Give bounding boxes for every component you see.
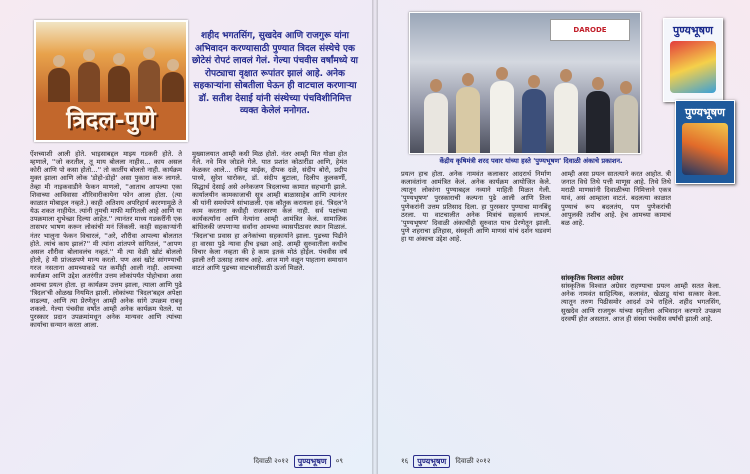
right-footer (401, 455, 490, 468)
book-gutter (372, 0, 378, 474)
tridal-photo (34, 20, 188, 142)
footer-logo-right: पुण्यभूषण (413, 455, 450, 468)
section-subheading: सांस्कृतिक विश्वात अग्रेसर (561, 274, 624, 282)
right-page-number: १६ (401, 457, 409, 465)
left-issue-label: दिवाळी २०१२ (253, 457, 289, 465)
stage-banner: DARODE (550, 19, 630, 41)
right-column-1: प्रयत्न हाच होता. अनेक नामवंत कलाकार आदरार्थ निर्माण कलावंतांना आमंत्रित केलं. अनेक कार्यक्रम आयोजित केले. त्यातून लोकांना पुण्याबद्दल नव्याने माहिती मिळत गेली. 'पुण्यभूषण' पुरस्काराची कल्पना पुढे आली आणि तिला पुणेकरांनी उत्तम प्रतिसाद दिला. हा पुरस्कार पुण्याचा मानबिंदू ठरला. या वाटचालीत अनेक मित्रांचं सहकार्य लाभलं. 'पुण्यभूषण' दिवाळी अंकाचीही सुरुवात याच प्रेरणेतून झाली. पुणे शहराचा इतिहास, संस्कृती आणि माणसं यांचं दर्शन घडवणं हा या अंकाचा उद्देश आहे. (401, 170, 551, 244)
right-page (375, 0, 750, 474)
left-column-1: ऐंशच्याशी आली होते. भाइसाबद्दल माझ्य गडकरी होते. ते म्हणाले, ''जो करतील, तू माय बोलला नाहीस... काय असल कोरी आणि पो कसा होतो...'' तो कार्तीय बोलतो नाही. कार्यक्रम मुक्त झाला आणि लोक 'डोहो-डोहो' असा पुकारा करू लागले. तेव्हा मी नाइकवाडीने फेकन माणलो, ''आताच आपल्या एका शिवाच्या आविवासा शौरिवारीकायेना फोन आला होता. (त्या काळात मोबाइल नव्हते.) काही अतिशय अपरिहार्य कारणामुळे ते येऊ शकत नाहीयेत. त्यांनी तुमची माफी मागितली आहे आणि या उपक्रमाला शुभेच्छा दिल्या आहेत.'' त्यानंतर माध्य गडकरींनी एक तासभर भाषण करून लोकांची मनं जिंकली. काही सहकाऱ्यांनी नंतर भालुना फेकन विचारलं, ''अरे, शौरीवा आपल्या बोलतात होते. त्यांचं काय झालं?'' मी त्यांना शांतपणे सांगितलं, ''आपण असल शौरीवा बोलावलंच नव्हतं.'' मी त्या वेळी खोटं बोललो होतो, हे मी प्रांजळपणे मान्य करतो. पण असं खोटं सांगण्याची गरज नसताना आमच्याकडे पत कमीही आली नाही. आमच्या कार्यक्रम आणि उद्देश अतरंगीत उत्तम लोकांपर्यंत पोहोचावा असा आमचा प्रयत्न होता. हा कार्यक्रम उत्तम झाला, त्याला आणि पुढे 'त्रिदल'ची ओळख नियमित झाली. लोकांच्या 'त्रिदल'बद्दल अपेक्षा वाढल्या, आणि त्या प्रेरणेतून आम्ही अनेक सांगे उपक्रम राबवू शकलो. गेल्या पंचवीस वर्षांत आम्ही अनेक कार्यक्रम घेतले. या पुरस्कार प्रदान उपक्रमांमधून अनेक मान्यवर आणि त्यांच्या कार्याचा सन्मान करता आला. (30, 150, 182, 330)
left-column-2: मुख्यालयात आम्ही कधी मिळ होतो. नंतर आम्ही मित गोळा होत गेले. नवे मित्र जोडले गेले. यात प्रशांत कोठारींडा आणि, हेमंत केळकर आले... रविन्द्र माईक, दीपक दळे, संदीप बोरो, प्रदीप पाध्ये, सुरेश घारोकर, डॉ. संदीप बुटाला, दिलीप कुलकर्णी, सिद्धार्थ देसाई असे अनेकजण त्रिदलाच्या कामात सहभागी झाले. कार्यालयीन कामकाजाची सूत्र आम्ही बाळासाहेब आणि त्यानंतर श्री यांनी समर्थपणे सांभाळली. एक कौतुक करायला हवं. 'त्रिदल'ने काम करताना कधीही राजकारण केलं नाही. सर्व पक्षांच्या कार्यकर्त्यांना आणि नेत्यांना आम्ही आमंत्रित केलं. सामाजिक बांधिलकी जपणाऱ्या सर्वांना आमच्या व्यासपीठावर स्थान मिळालं. 'त्रिदल'चा प्रवास हा अनेकांच्या सहकार्याने झाला. पुढच्या पिढीने हा वारसा पुढे न्यावा हीच इच्छा आहे. आम्ही सुरुवातीला कधीच विचार केला नव्हता की हे काम इतकं मोठं होईल. पंचवीस वर्षं झाली तरी उत्साह तसाच आहे. आज मागे वळून पाहताना समाधान वाटतं आणि पुढच्या वाटचालीसाठी ऊर्जा मिळते. (192, 150, 347, 273)
footer-logo: पुण्यभूषण (294, 455, 331, 468)
article-intro: शहीद भगतसिंग, सुखदेव आणि राजगुरू यांना अभिवादन करण्यासाठी पुण्यात त्रिदल संस्थेचे एक छोटेसं रोपटं लावलं गेलं. गेल्या पंचवीस वर्षांमध्ये या रोपट्याचा वृक्षात रूपांतर झालं आहे. अनेक सहकाऱ्यांना सोबतीला घेऊन ही वाटचाल करणाऱ्या डॉ. सतीश देसाई यांनी संस्थेच्या पंचविशीनिमित्त व्यक्त केलेलं मनोगत. (191, 31, 359, 116)
left-page-number: ०९ (335, 457, 343, 465)
photo-portraits (36, 22, 186, 102)
magazine-title-1: पुण्यभूषण (673, 24, 713, 37)
photo-title: त्रिदल-पुणे (66, 105, 156, 134)
photo-caption: केंद्रीय कृषिमंत्री शरद पवार यांच्या हस्ते 'पुण्यभूषण' दिवाळी अंकाचे प्रकाशन. (439, 157, 623, 165)
magazine-cover-2 (675, 100, 735, 184)
right-column-3-text: सांस्कृतिक विश्वात अग्रेसर राहण्याचा प्रयत्न आम्ही सतत केला. अनेक नामवंत साहित्यिक, कलावंत, खेळाडू यांचा सत्कार केला. त्यातून तरुण पिढीसमोर आदर्श उभे राहिले. शहीद भगतसिंग, सुखदेव आणि राजगुरू यांच्या स्मृतीला अभिवादन करणारे उपक्रम दरवर्षी होत असतात. आज ही संस्था पंचवीस वर्षांची झाली आहे. (561, 282, 721, 323)
right-column-3 (561, 274, 721, 456)
magazine-title-2: पुण्यभूषण (685, 106, 725, 119)
event-photo (409, 12, 641, 154)
magazine-cover-1 (663, 18, 723, 102)
right-column-2: आम्ही असा प्रयत्न सातत्याने करत आहोत. त्री जनात विधे तिथे पत्ती माणूस आहे. तिथे तिथे मराठी माणसांनी दिवाळीच्या निमित्ताने एकत्र यावं, असं आम्हाला वाटतं. बदलत्या काळात पुण्याचं रूप बदलतंय, पण पुणेकरांची आपुलकी तशीच आहे. हेच आमच्या कामाचं बळ आहे. (561, 170, 671, 227)
left-footer (254, 455, 343, 468)
right-issue-label: दिवाळी २०१२ (455, 457, 491, 465)
